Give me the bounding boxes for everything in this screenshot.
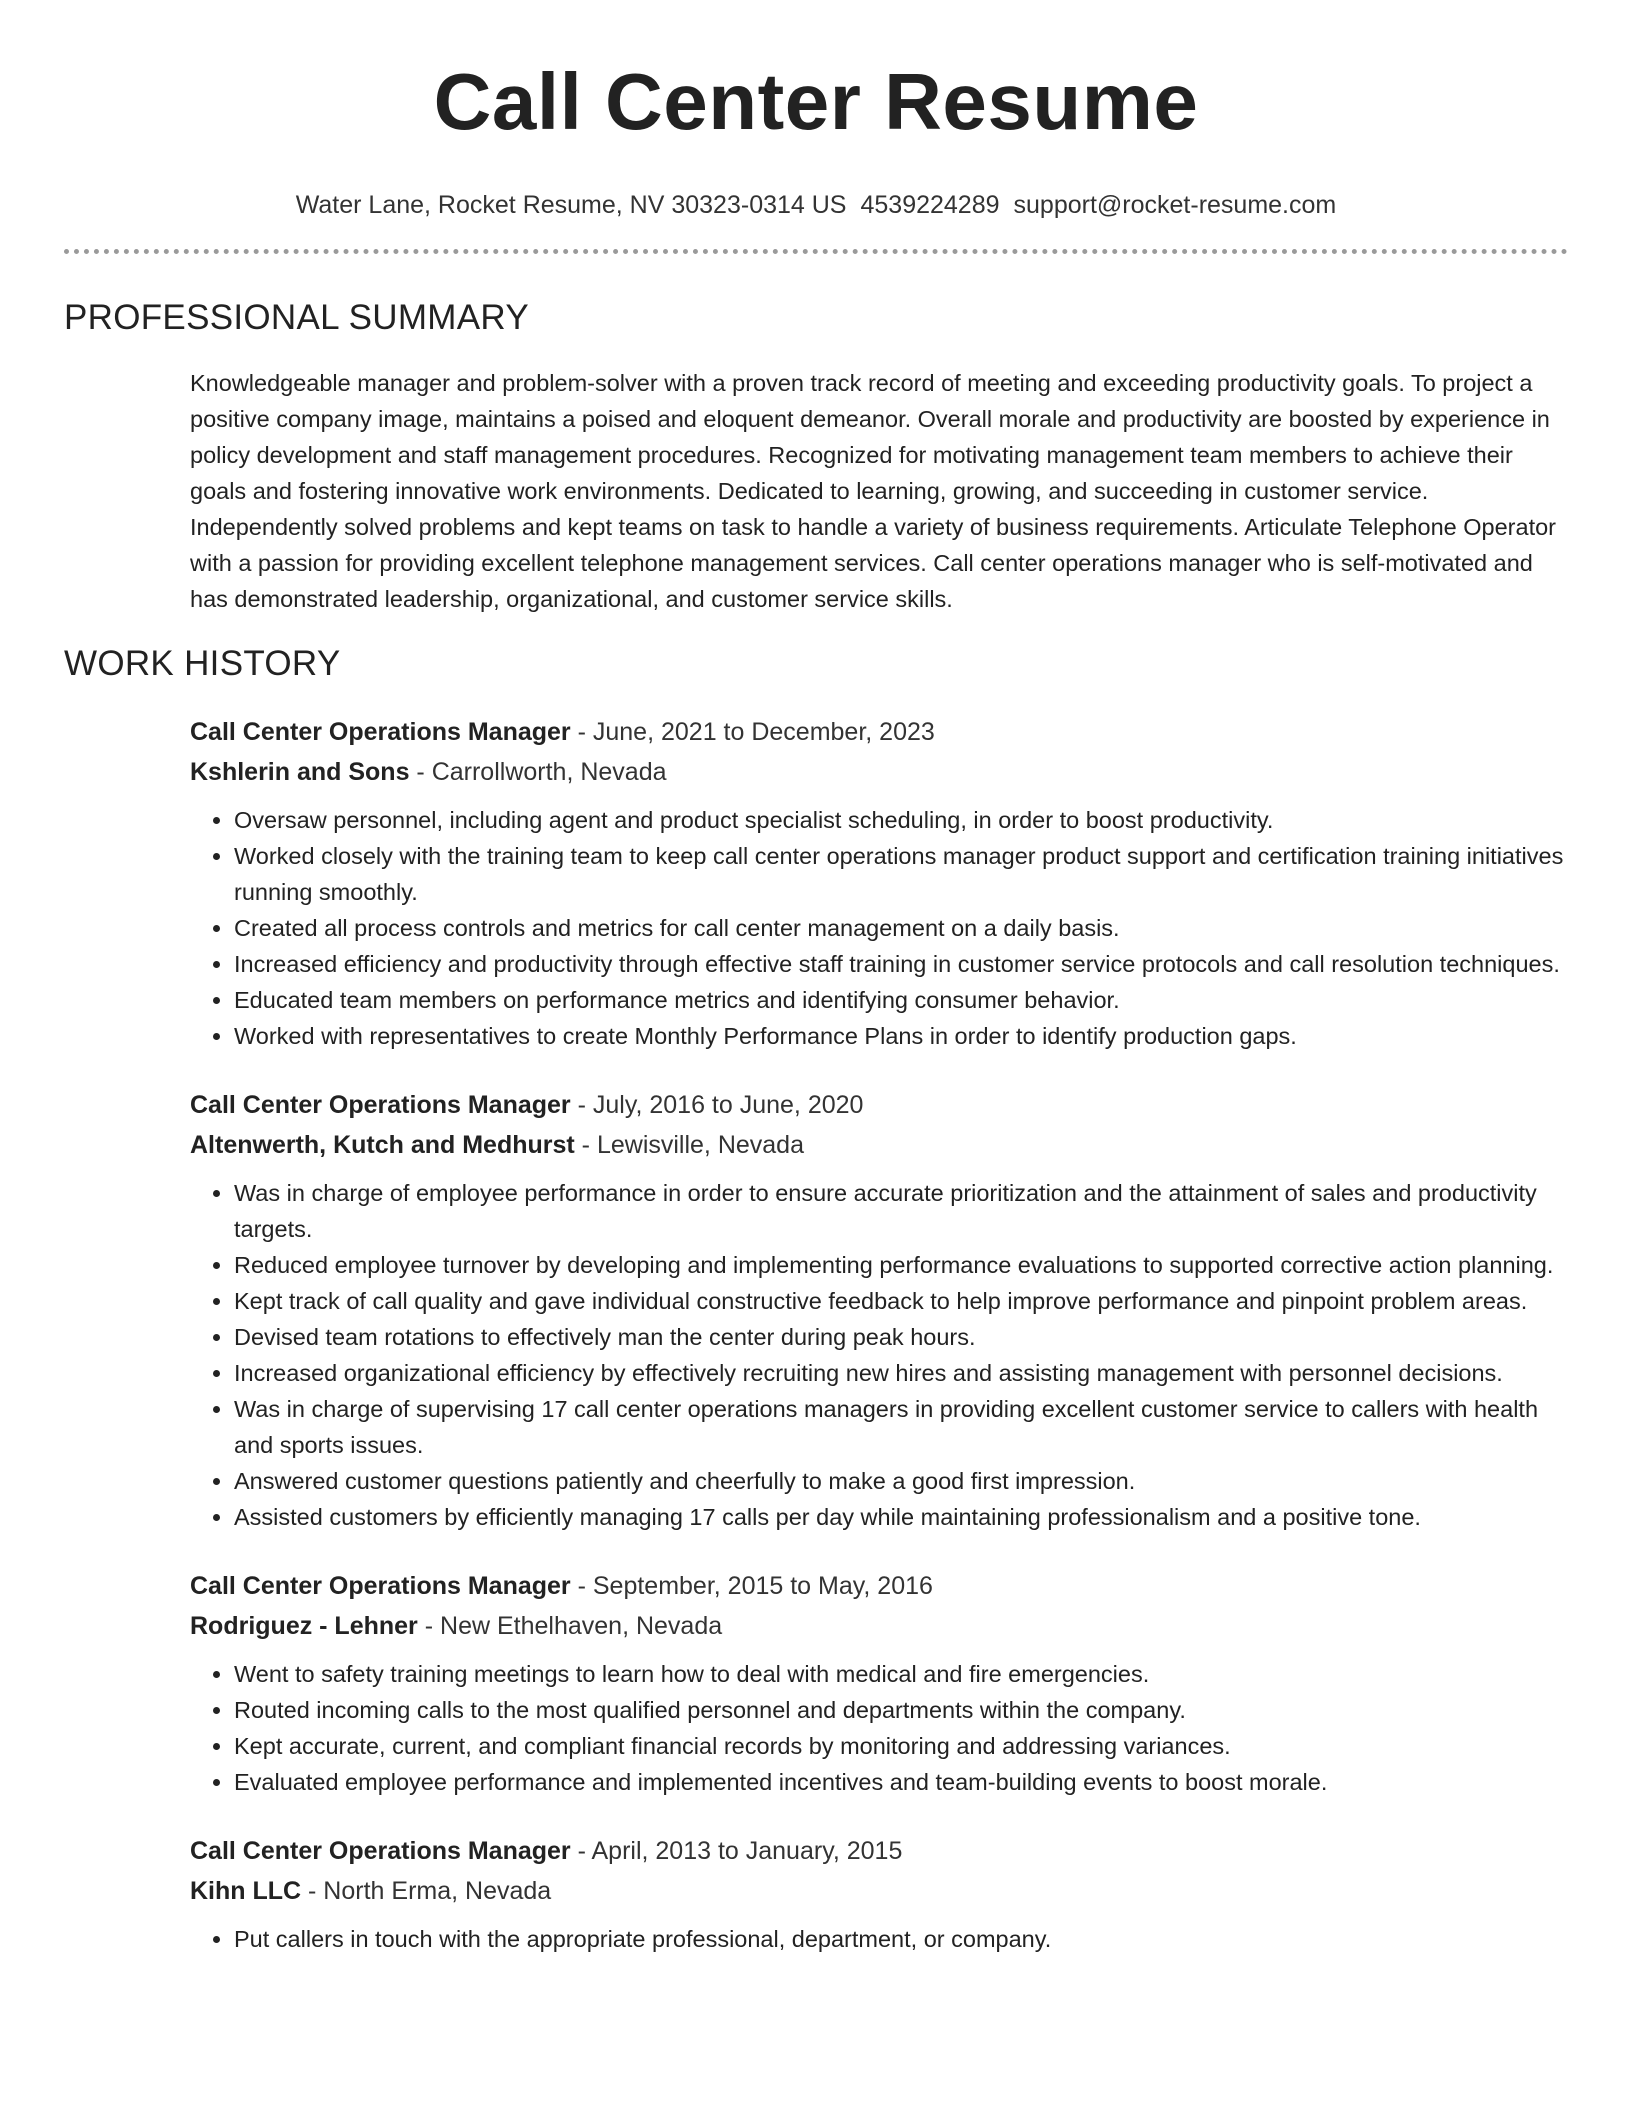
job-title: Call Center Operations Manager <box>190 1572 571 1600</box>
job-bullet: • Went to safety training meetings to learn how to deal with medical and fire emergencies. <box>234 1656 1570 1692</box>
job-bullet: • Increased efficiency and productivity through effective staff training in customer service protocols and call resolution techniques. <box>234 946 1570 982</box>
job-title-line <box>190 1831 1570 1871</box>
job-location: - North Erma, Nevada <box>301 1877 552 1905</box>
job-title: Call Center Operations Manager <box>190 1091 571 1119</box>
job-bullets <box>190 802 1570 1054</box>
job-bullet: • Routed incoming calls to the most qualified personnel and departments within the company. <box>234 1692 1570 1728</box>
job-dates: - June, 2021 to December, 2023 <box>570 718 935 746</box>
job-company-line <box>190 1606 1570 1646</box>
job-bullet: • Oversaw personnel, including agent and product specialist scheduling, in order to boost productivity. <box>234 802 1570 838</box>
contact-phone: 4539224289 <box>860 191 1000 219</box>
contact-line <box>0 190 1632 220</box>
job-entry <box>190 1566 1570 1800</box>
header-divider <box>64 249 1568 254</box>
job-bullet: • Was in charge of supervising 17 call center operations managers in providing excellent customer service to callers with health and sports issues. <box>234 1391 1570 1463</box>
job-company: Kihn LLC <box>190 1877 302 1905</box>
job-bullets <box>190 1921 1570 1957</box>
job-title-line <box>190 712 1570 752</box>
job-dates: - July, 2016 to June, 2020 <box>570 1091 864 1119</box>
job-location: - Lewisville, Nevada <box>574 1131 804 1159</box>
job-location: - New Ethelhaven, Nevada <box>417 1612 723 1640</box>
job-bullet: • Created all process controls and metrics for call center management on a daily basis. <box>234 910 1570 946</box>
job-bullet: • Devised team rotations to effectively man the center during peak hours. <box>234 1319 1570 1355</box>
job-title-line <box>190 1085 1570 1125</box>
contact-address: Water Lane, Rocket Resume, NV 30323-0314 US <box>295 191 847 219</box>
job-bullet: • Was in charge of employee performance in order to ensure accurate prioritization and the attainment of sales and productivity targets. <box>234 1175 1570 1247</box>
job-bullet: • Educated team members on performance metrics and identifying consumer behavior. <box>234 982 1570 1018</box>
work-history-list <box>190 712 1570 1988</box>
summary-text: Knowledgeable manager and problem-solver with a proven track record of meeting and exceeding productivity goals. To project a positive company image, maintains a poised and eloquent demeanor. Overall morale and productivity are boosted by experience in policy development and staff management procedures. Recognized for motivating management team members to achieve their goals and fostering innovative work environments. Dedicated to learning, growing, and succeeding in customer service. Independently solved problems and kept teams on task to handle a variety of business requirements. Articulate Telephone Operator with a passion for providing excellent telephone management services. Call center operations manager who is self-motivated and has demonstrated leadership, organizational, and customer service skills. <box>190 370 1556 612</box>
job-bullets <box>190 1656 1570 1800</box>
job-entry <box>190 712 1570 1054</box>
job-bullet: • Reduced employee turnover by developing and implementing performance evaluations to supported corrective action planning. <box>234 1247 1570 1283</box>
job-bullets <box>190 1175 1570 1535</box>
job-bullet: • Put callers in touch with the appropriate professional, department, or company. <box>234 1921 1570 1957</box>
job-title: Call Center Operations Manager <box>190 718 571 746</box>
job-title: Call Center Operations Manager <box>190 1837 571 1865</box>
job-bullet: • Evaluated employee performance and implemented incentives and team-building events to boost morale. <box>234 1764 1570 1800</box>
resume-header <box>0 0 1632 220</box>
job-dates: - September, 2015 to May, 2016 <box>570 1572 933 1600</box>
job-location: - Carrollworth, Nevada <box>409 758 667 786</box>
job-company: Kshlerin and Sons <box>190 758 410 786</box>
job-company: Rodriguez - Lehner <box>190 1612 418 1640</box>
job-company-line <box>190 1125 1570 1165</box>
job-bullet: • Kept accurate, current, and compliant financial records by monitoring and addressing variances. <box>234 1728 1570 1764</box>
job-company-line <box>190 1871 1570 1911</box>
job-company: Altenwerth, Kutch and Medhurst <box>190 1131 575 1159</box>
job-entry <box>190 1085 1570 1535</box>
job-bullet: • Kept track of call quality and gave individual constructive feedback to help improve performance and pinpoint problem areas. <box>234 1283 1570 1319</box>
job-bullet: • Assisted customers by efficiently managing 17 calls per day while maintaining professionalism and a positive tone. <box>234 1499 1570 1535</box>
job-bullet: • Increased organizational efficiency by effectively recruiting new hires and assisting management with personnel decisions. <box>234 1355 1570 1391</box>
section-title-summary: PROFESSIONAL SUMMARY <box>64 298 529 337</box>
job-title-line <box>190 1566 1570 1606</box>
section-title-work-history: WORK HISTORY <box>64 644 341 683</box>
job-bullet: • Answered customer questions patiently and cheerfully to make a good first impression. <box>234 1463 1570 1499</box>
contact-email: support@rocket-resume.com <box>1013 191 1337 219</box>
job-bullet: • Worked closely with the training team to keep call center operations manager product support and certification training initiatives running smoothly. <box>234 838 1570 910</box>
job-dates: - April, 2013 to January, 2015 <box>570 1837 903 1865</box>
job-company-line <box>190 752 1570 792</box>
job-entry <box>190 1831 1570 1957</box>
job-bullet: • Worked with representatives to create Monthly Performance Plans in order to identify production gaps. <box>234 1018 1570 1054</box>
resume-title: Call Center Resume <box>433 57 1199 146</box>
